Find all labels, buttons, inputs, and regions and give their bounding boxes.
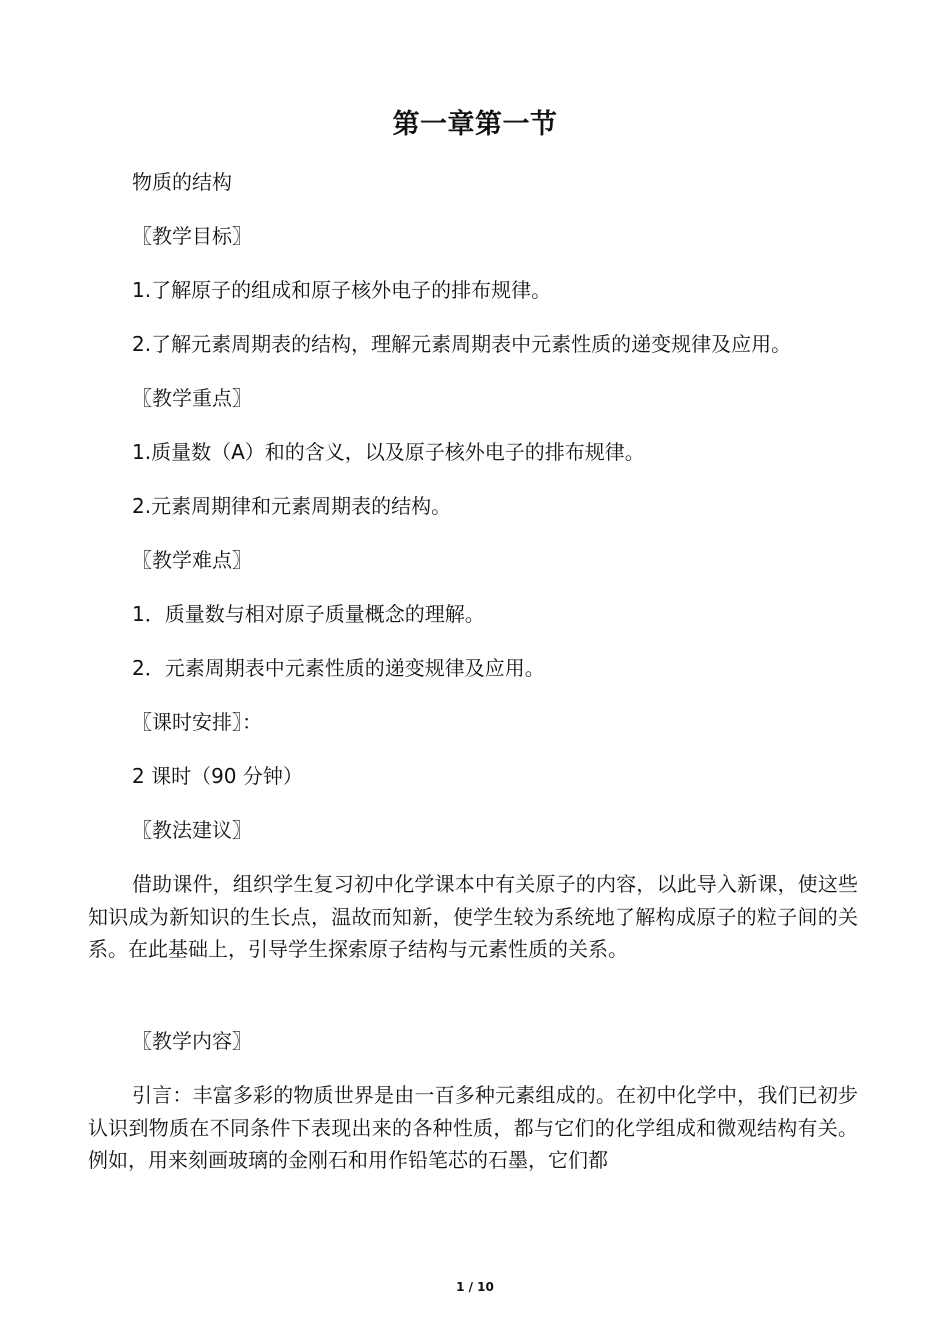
schedule-value: 2 课时（90 分钟） [132,764,303,788]
heading-objectives: 〖教学目标〗 [132,224,252,248]
subtitle: 物质的结构 [132,170,232,194]
difficulty-2: 2．元素周期表中元素性质的递变规律及应用。 [132,656,545,680]
objective-2: 2.了解元素周期表的结构，理解元素周期表中元素性质的递变规律及应用。 [132,332,792,356]
objective-1: 1.了解原子的组成和原子核外电子的排布规律。 [132,278,552,302]
difficulty-1: 1．质量数与相对原子质量概念的理解。 [132,602,485,626]
heading-difficulties: 〖教学难点〗 [132,548,252,572]
page-number: 1 / 10 [456,1280,494,1294]
page-title: 第一章第一节 [392,109,558,140]
heading-method: 〖教法建议〗 [132,818,252,842]
heading-key-points: 〖教学重点〗 [132,386,252,410]
heading-content: 〖教学内容〗 [132,1029,252,1053]
heading-schedule: 〖课时安排〗： [132,710,262,734]
key-point-2: 2.元素周期律和元素周期表的结构。 [132,494,452,518]
key-point-1: 1.质量数（A）和的含义，以及原子核外电子的排布规律。 [132,440,645,464]
method-paragraph: 借助课件，组织学生复习初中化学课本中有关原子的内容，以此导入新课，使这些知识成为新知识的生长点，温故而知新，使学生较为系统地了解构成原子的粒子间的关系。在此基础上，引导学生探索原子结构与元素性质的关系。 [88,872,858,961]
intro-paragraph: 引言：丰富多彩的物质世界是由一百多种元素组成的。在初中化学中，我们已初步认识到物质在不同条件下表现出来的各种性质，都与它们的化学组成和微观结构有关。例如，用来刻画玻璃的金刚石和用作铅笔芯的石墨，它们都 [88,1083,858,1172]
